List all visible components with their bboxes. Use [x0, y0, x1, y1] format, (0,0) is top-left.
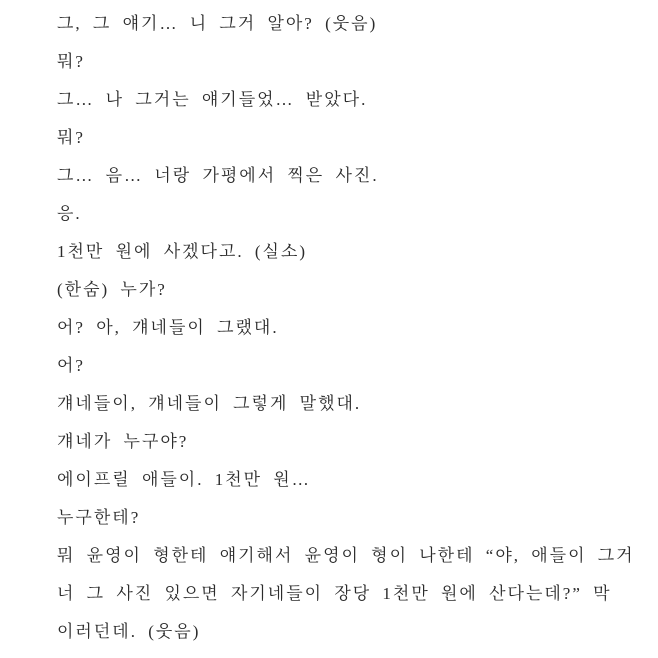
dialogue-line: (한숨) 누가?: [57, 280, 167, 299]
dialogue-line: 그, 그 얘기… 니 그거 알아? (웃음): [57, 14, 378, 33]
dialogue-line: 너 그 사진 있으면 자기네들이 장당 1천만 원에 산다는데?” 막: [57, 584, 612, 603]
dialogue-line: 에이프릴 애들이. 1천만 원…: [57, 470, 311, 489]
dialogue-line: 이러던데. (웃음): [57, 622, 201, 641]
dialogue-line: 뭐 윤영이 형한테 얘기해서 윤영이 형이 나한테 “야, 애들이 그거: [57, 546, 635, 565]
dialogue-line: 어? 아, 걔네들이 그랬대.: [57, 318, 279, 337]
dialogue-line: 응.: [57, 204, 82, 223]
dialogue-line: 뭐?: [57, 52, 85, 71]
dialogue-line: 1천만 원에 사겠다고. (실소): [57, 242, 308, 261]
dialogue-line: 누구한테?: [57, 508, 141, 527]
dialogue-line: 그… 나 그거는 얘기들었… 받았다.: [57, 90, 368, 109]
dialogue-line: 어?: [57, 356, 85, 375]
dialogue-line: 걔네가 누구야?: [57, 432, 189, 451]
dialogue-line: 그… 음… 너랑 가평에서 찍은 사진.: [57, 166, 379, 185]
dialogue-line: 걔네들이, 걔네들이 그렇게 말했대.: [57, 394, 362, 413]
dialogue-line: 뭐?: [57, 128, 85, 147]
